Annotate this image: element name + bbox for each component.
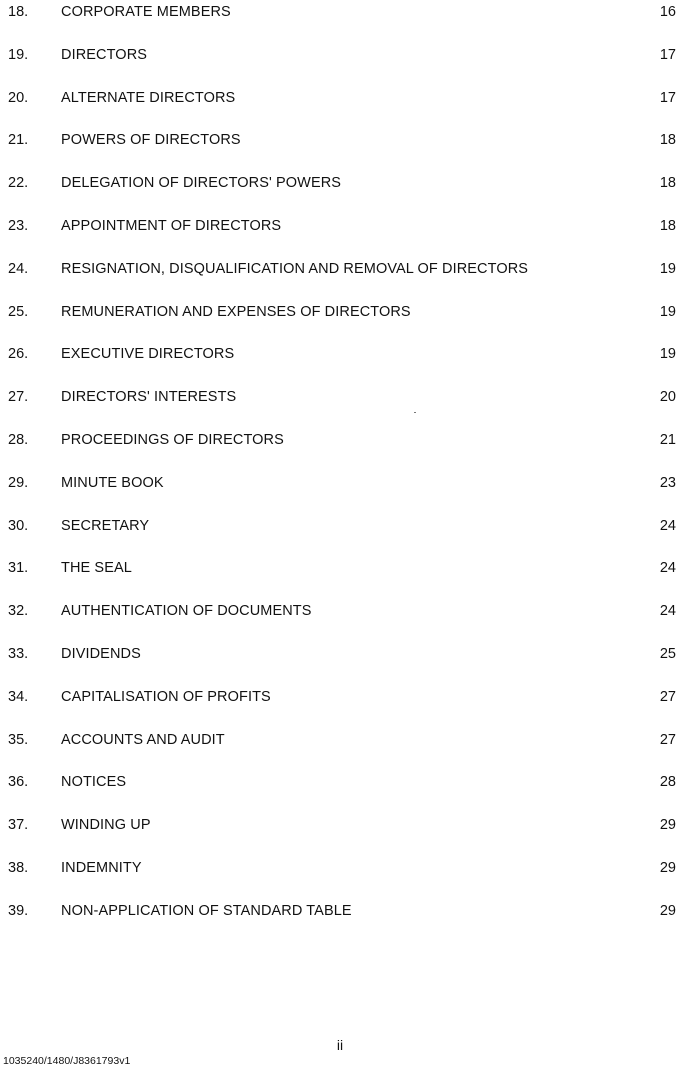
toc-entry-title: NOTICES bbox=[61, 774, 127, 791]
toc-entry bbox=[0, 387, 680, 407]
toc-entry-page: 27 bbox=[659, 688, 676, 705]
toc-entry-page: 19 bbox=[659, 303, 676, 320]
toc-entry bbox=[0, 858, 680, 878]
toc-entry-title: SECRETARY bbox=[61, 517, 150, 534]
toc-entry-number: 31. bbox=[8, 560, 29, 577]
toc-entry-page: 27 bbox=[659, 731, 676, 748]
toc-entry-number: 34. bbox=[8, 688, 29, 705]
toc-entry-number: 21. bbox=[8, 132, 29, 149]
toc-entry bbox=[0, 344, 680, 364]
toc-entry-title: AUTHENTICATION OF DOCUMENTS bbox=[61, 603, 312, 620]
toc-entry-page: 19 bbox=[659, 260, 676, 277]
toc-entry bbox=[0, 216, 680, 236]
toc-entry-title: THE SEAL bbox=[61, 560, 132, 577]
toc-entry bbox=[0, 644, 680, 664]
toc-entry bbox=[0, 259, 680, 279]
toc-entry bbox=[0, 516, 680, 536]
toc-entry-number: 24. bbox=[8, 260, 29, 277]
toc-entry-number: 26. bbox=[8, 346, 29, 363]
toc-entry bbox=[0, 772, 680, 792]
toc-entry-page: 17 bbox=[659, 89, 676, 106]
toc-entry-title: DIVIDENDS bbox=[61, 646, 141, 662]
toc-entry-page: 28 bbox=[659, 774, 676, 791]
toc-entry bbox=[0, 687, 680, 707]
toc-entry-page: 29 bbox=[659, 902, 676, 919]
toc-entry-number: 29. bbox=[8, 474, 29, 491]
toc-entry-title: REMUNERATION AND EXPENSES OF DIRECTORS bbox=[61, 303, 411, 320]
toc-entry bbox=[0, 473, 680, 493]
toc-entry-title: DIRECTORS' INTERESTS bbox=[61, 389, 237, 406]
toc-entry bbox=[0, 45, 680, 65]
document-reference: 1035240/1480/J8361793v1 bbox=[3, 1055, 131, 1067]
toc-entry-page: 19 bbox=[659, 346, 676, 363]
toc-entry-number: 22. bbox=[8, 175, 29, 192]
toc-entry-page: 24 bbox=[659, 603, 676, 620]
toc-entry bbox=[0, 88, 680, 108]
toc-entry-page: 25 bbox=[659, 646, 676, 662]
toc-entry-page: 24 bbox=[659, 517, 676, 534]
toc-entry-page: 18 bbox=[659, 175, 676, 192]
scan-speck bbox=[414, 412, 416, 413]
toc-entry bbox=[0, 430, 680, 450]
toc-entry-number: 35. bbox=[8, 731, 29, 748]
toc-entry bbox=[0, 130, 680, 150]
toc-entry-title: DELEGATION OF DIRECTORS' POWERS bbox=[61, 175, 342, 192]
toc-entry-page: 18 bbox=[659, 218, 676, 234]
toc-entry bbox=[0, 730, 680, 750]
toc-entry-title: DIRECTORS bbox=[61, 46, 148, 63]
toc-entry-title: ALTERNATE DIRECTORS bbox=[61, 89, 236, 106]
toc-entry-page: 21 bbox=[659, 432, 676, 448]
toc-entry-number: 18. bbox=[8, 4, 29, 20]
toc-entry-number: 32. bbox=[8, 603, 29, 620]
toc-entry-title: POWERS OF DIRECTORS bbox=[61, 132, 241, 149]
toc-entry bbox=[0, 601, 680, 621]
toc-entry bbox=[0, 302, 680, 322]
toc-entry-page: 23 bbox=[659, 474, 676, 491]
toc-entry-number: 20. bbox=[8, 89, 29, 106]
toc-entry-page: 20 bbox=[659, 389, 676, 406]
toc-entry-number: 23. bbox=[8, 218, 29, 234]
toc-entry-page: 29 bbox=[659, 860, 676, 876]
toc-entry-title: MINUTE BOOK bbox=[61, 474, 164, 491]
toc-entry-number: 25. bbox=[8, 303, 29, 320]
toc-entry-page: 29 bbox=[659, 817, 676, 834]
toc-entry-page: 18 bbox=[659, 132, 676, 149]
toc-entry bbox=[0, 173, 680, 193]
toc-entry-title: INDEMNITY bbox=[61, 860, 142, 876]
toc-entry bbox=[0, 815, 680, 835]
footer-page-number: ii bbox=[336, 1037, 344, 1053]
toc-entry-number: 39. bbox=[8, 902, 29, 919]
toc-entry-title: CAPITALISATION OF PROFITS bbox=[61, 688, 271, 705]
toc-entry-number: 38. bbox=[8, 860, 29, 876]
toc-entry-page: 16 bbox=[659, 4, 676, 20]
toc-entry-page: 24 bbox=[659, 560, 676, 577]
toc-entry-title: CORPORATE MEMBERS bbox=[61, 4, 231, 20]
toc-entry-number: 19. bbox=[8, 46, 29, 63]
toc-entry-title: WINDING UP bbox=[61, 817, 151, 834]
toc-entry-number: 36. bbox=[8, 774, 29, 791]
toc-entry-title: APPOINTMENT OF DIRECTORS bbox=[61, 218, 282, 234]
toc-entry-number: 37. bbox=[8, 817, 29, 834]
toc-entry-title: EXECUTIVE DIRECTORS bbox=[61, 346, 235, 363]
toc-entry-number: 28. bbox=[8, 432, 29, 448]
toc-entry-number: 30. bbox=[8, 517, 29, 534]
toc-entry bbox=[0, 2, 680, 22]
toc-entry-page: 17 bbox=[659, 46, 676, 63]
toc-entry-title: ACCOUNTS AND AUDIT bbox=[61, 731, 225, 748]
toc-entry-number: 27. bbox=[8, 389, 29, 406]
toc-entry bbox=[0, 901, 680, 921]
toc-entry-title: NON-APPLICATION OF STANDARD TABLE bbox=[61, 902, 352, 919]
toc-entry-title: RESIGNATION, DISQUALIFICATION AND REMOVAL OF DIRECTORS bbox=[61, 260, 529, 277]
toc-entry-title: PROCEEDINGS OF DIRECTORS bbox=[61, 432, 284, 448]
toc-entry bbox=[0, 558, 680, 578]
toc-entry-number: 33. bbox=[8, 646, 29, 662]
